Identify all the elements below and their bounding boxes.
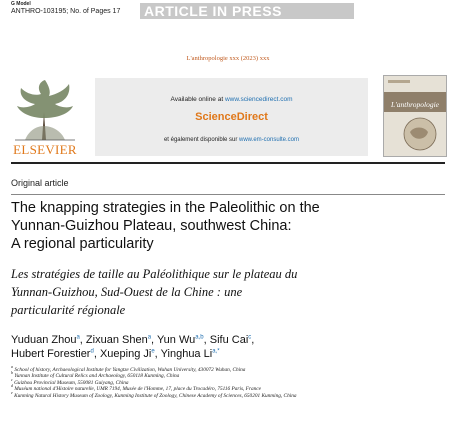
g-model-label: G Model [11, 1, 31, 7]
author-affiliation-ref[interactable]: e [151, 348, 155, 355]
article-title-french-line: Les stratégies de taille au Paléolithique sur le plateau du [11, 267, 298, 281]
manuscript-id: ANTHRO-103195; No. of Pages 17 [11, 8, 121, 15]
article-title-line: The knapping strategies in the Paleolithic on the [11, 200, 320, 216]
journal-citation: L'anthropologie xxx (2023) xxx [186, 55, 270, 62]
author-name[interactable]: Hubert Forestier [11, 348, 91, 360]
header-divider [11, 162, 445, 164]
article-type-divider [11, 194, 445, 195]
article-title-french [11, 265, 441, 319]
sciencedirect-link[interactable]: www.sciencedirect.com [224, 96, 293, 103]
also-prefix: et également disponible sur [163, 137, 239, 143]
article-title [11, 199, 441, 253]
journal-cover [383, 75, 447, 157]
article-title-line: A regional particularity [11, 236, 154, 252]
affiliation-key: c [11, 377, 13, 383]
affiliation-key: d [11, 383, 13, 389]
em-consulte-link[interactable]: www.em-consulte.com [239, 137, 300, 143]
author-name[interactable]: Xueping Ji [99, 348, 152, 360]
author-affiliation-ref[interactable]: a,* [212, 348, 220, 355]
article-title-line: Yunnan-Guizhou Plateau, southwest China: [11, 218, 292, 234]
affiliation-key: a [11, 364, 13, 370]
affiliation-key: b [11, 370, 13, 376]
affiliation-key: e [11, 389, 13, 395]
author-name[interactable]: Sifu Cai [209, 334, 249, 346]
affiliation-text: School of history, Archaeological Institute for Yangtze Civilization, Wuhan University, 430072 Wuhan, China [14, 367, 246, 373]
available-online-line [95, 96, 368, 103]
elsevier-tree-icon [11, 78, 79, 142]
article-title-french-line: particularité régionale [11, 303, 126, 317]
affiliation-text: Muséum national d'Histoire naturelle, UMR 7194, Musée de l'Homme, 17, place du Trocadéro, 75116 Paris, France [14, 386, 261, 393]
sciencedirect-logo-text: ScienceDirect [195, 111, 268, 123]
author-list: Yuduan Zhou$^a$, Zixuan Shen$^a$, Yun Wu$^{a,b}$, Sifu Cai$^c$, Hubert Forestier$^d$, Xueping Ji$^e$, Yinghua $Li^{a,*}$ [11, 334, 255, 360]
publisher-name: ELSEVIER [13, 142, 77, 157]
author-affiliation-ref[interactable]: a,b [195, 334, 204, 341]
cover-art-icon [384, 76, 446, 156]
available-prefix: Available online at [170, 96, 225, 103]
author-name[interactable]: Yun Wu [156, 334, 196, 346]
author-affiliation-ref[interactable]: a [147, 334, 152, 341]
author-affiliation-ref[interactable]: d [90, 348, 94, 355]
top-header-bar [0, 0, 456, 20]
cover-title: L'anthropologie [391, 100, 439, 109]
affiliation-list [11, 364, 445, 399]
author-affiliation-ref[interactable]: c [248, 334, 252, 341]
affiliation-text: Yunnan Institute of Cultural Relics and Archaeology, 650118 Kunming, China [14, 373, 180, 380]
sciencedirect-box [95, 78, 368, 156]
author-name[interactable]: Zixuan Shen [85, 334, 148, 346]
article-type: Original article [11, 178, 69, 188]
affiliation-text: Guizhou Provincial Museum, 550081 Guiyang, China [14, 379, 129, 386]
article-title-french-line: Yunnan-Guizhou, Sud-Ouest de la Chine : une [11, 285, 243, 299]
article-in-press-banner: ARTICLE IN PRESS [140, 3, 354, 19]
also-available-line [95, 137, 368, 143]
affiliation-text: Kunming Natural History Museum of Zoology, Kunming Institute of Zoology, Chinese Academy of Sciences, 650201 Kunming, China [14, 392, 297, 399]
author-name[interactable]: Yuduan Zhou [11, 334, 77, 346]
author-name[interactable]: Yinghua Li [160, 348, 213, 360]
author-affiliation-ref[interactable]: a [76, 334, 80, 341]
